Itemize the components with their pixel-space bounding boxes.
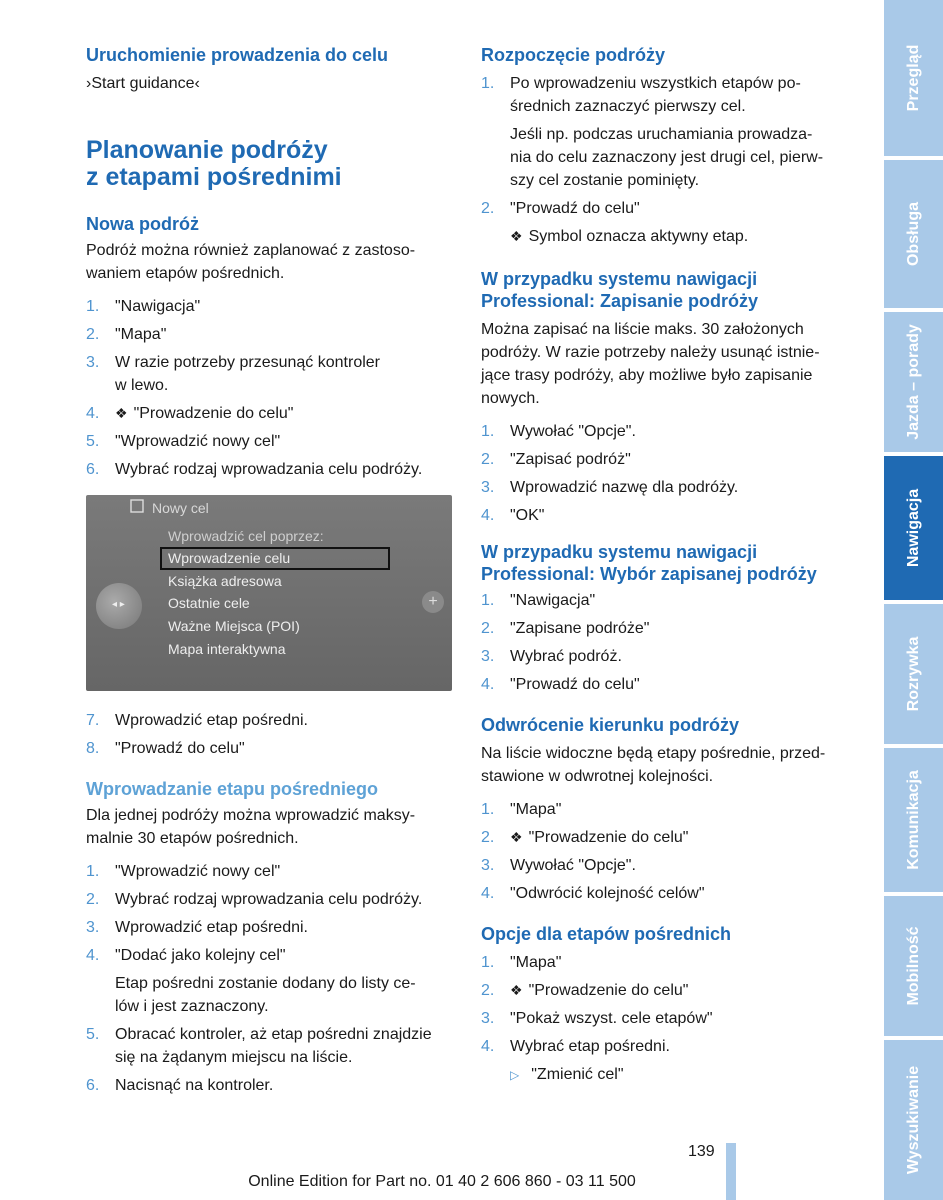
list-item: 5. Obracać kontroler, aż etap pośredni znajdzie się na żądanym miejscu na liście. [86, 1026, 432, 1066]
list-item: 1. "Mapa" [481, 954, 562, 971]
list-item: 5. "Wprowadzić nowy cel" [86, 433, 281, 450]
tab-przeglad[interactable]: Przegląd [884, 0, 943, 156]
steps-list [481, 951, 851, 1058]
list-item: 4. "Odwrócić kolejność celów" [481, 885, 705, 902]
list-item: 4. "Prowadź do celu" [481, 676, 640, 693]
menu-label: Wprowadzić cel poprzez: [168, 528, 324, 544]
tab-obsluga[interactable]: Obsługa [884, 160, 943, 308]
tab-komunikacja[interactable]: Komunikacja [884, 748, 943, 892]
tab-nawigacja[interactable]: Nawigacja [884, 456, 943, 600]
section-heading: Opcje dla etapów pośrednich [481, 924, 732, 944]
checkered-flag-icon: ❖ [115, 405, 128, 421]
steps-list [86, 860, 456, 967]
list-item: 6. Wybrać rodzaj wprowadzania celu podróży. [86, 461, 423, 478]
sub-item: ▷ "Zmienić cel" [481, 1063, 851, 1087]
list-item: 4. ❖ "Prowadzenie do celu" [86, 402, 456, 425]
list-item: 3. Wybrać podróż. [481, 648, 622, 665]
list-item: 2. ❖ "Prowadzenie do celu" [481, 826, 851, 849]
list-item: 8. "Prowadź do celu" [86, 740, 245, 757]
list-item: 1. Wywołać "Opcje". [481, 423, 636, 440]
list-item: 4. "Dodać jako kolejny cel" [86, 947, 286, 964]
list-item: 3. Wywołać "Opcje". [481, 857, 636, 874]
tab-mobilnosc[interactable]: Mobilność [884, 896, 943, 1036]
section-heading: Uruchomienie prowadzenia do celu [86, 45, 389, 65]
list-item: 1. "Mapa" [481, 801, 562, 818]
list-item: 4. "OK" [481, 507, 545, 524]
list-item: 1. "Nawigacja" [86, 298, 201, 315]
list-item: 3. W razie potrzeby przesunąć kontroler w lewo. [86, 354, 380, 394]
section-heading: Odwrócenie kierunku podróży [481, 715, 740, 735]
steps-list [481, 72, 851, 118]
steps-list [86, 295, 456, 481]
tab-wyszukiwanie[interactable]: Wyszukiwanie [884, 1040, 943, 1200]
zoom-plus-icon: + [422, 591, 444, 613]
list-item: 2. "Zapisane podróże" [481, 620, 650, 637]
page-number: 139 [688, 1143, 715, 1160]
page-marker [726, 1143, 736, 1200]
triangle-bullet-icon: ▷ [510, 1068, 520, 1082]
screen-title: Nowy cel [152, 500, 209, 516]
paragraph: Dla jednej podróży można wprowadzić maksy- [86, 807, 416, 824]
list-item: 2. ❖ "Prowadzenie do celu" [481, 979, 851, 1002]
list-item: 3. Wprowadzić etap pośredni. [86, 919, 308, 936]
steps-list [481, 197, 851, 220]
paragraph: waniem etapów pośrednich. [86, 265, 285, 282]
page-title: Planowanie podróży z etapami pośrednimi [86, 136, 342, 191]
checkered-flag-icon: ❖ [510, 829, 523, 845]
section-heading: W przypadku systemu nawigacji Professional: Zapisanie podróży [481, 269, 759, 311]
steps-list [86, 709, 456, 760]
menu-item[interactable]: Mapa interaktywna [168, 641, 286, 657]
section-heading: Wprowadzanie etapu pośredniego [86, 779, 379, 799]
paragraph: Podróż można również zaplanować z zastoso- [86, 242, 416, 259]
section-heading: W przypadku systemu nawigacji Professional: Wybór zapisanej podróży [481, 542, 817, 584]
voice-command: ›Start guidance‹ [86, 75, 200, 92]
list-item: 2. "Zapisać podróż" [481, 451, 631, 468]
steps-list [481, 589, 851, 696]
menu-item[interactable]: Ważne Miejsca (POI) [168, 618, 300, 634]
note: Etap pośredni zostanie dodany do listy ce- lów i jest zaznaczony. [115, 975, 416, 1015]
paragraph: malnie 30 etapów pośrednich. [86, 830, 299, 847]
paragraph: Na liście widoczne będą etapy pośrednie, przed- stawione w odwrotnej kolejności. [481, 745, 826, 785]
tab-rozrywka[interactable]: Rozrywka [884, 604, 943, 744]
list-item: 2. "Prowadź do celu" [481, 200, 640, 217]
right-column [481, 44, 851, 1092]
steps-list [481, 420, 851, 527]
section-heading: Rozpoczęcie podróży [481, 45, 666, 65]
arrows-icon: ◂ ▸ [112, 599, 125, 610]
menu-item[interactable]: Wprowadzenie celu [168, 550, 291, 566]
list-item: 2. Wybrać rodzaj wprowadzania celu podróży. [86, 891, 423, 908]
checkered-flag-icon: ❖ [510, 228, 523, 244]
left-column [86, 44, 456, 1102]
checkered-flag-icon: ❖ [510, 982, 523, 998]
list-item: 1. "Nawigacja" [481, 592, 596, 609]
list-item: 3. "Pokaż wszyst. cele etapów" [481, 1010, 713, 1027]
note: ❖ Symbol oznacza aktywny etap. [481, 225, 851, 248]
navigation-icon [130, 499, 144, 513]
note: Jeśli np. podczas uruchamiania prowadza- nia do celu zaznaczony jest drugi cel, pierw- szy cel zostanie pominięty. [510, 126, 824, 189]
paragraph: Można zapisać na liście maks. 30 założonych podróży. W razie potrzeby należy usunąć istnie- jące trasy podróży, aby możliwe było zapisanie nowych. [481, 321, 820, 407]
list-item: 2. "Mapa" [86, 326, 167, 343]
navigation-screen-image [86, 495, 452, 691]
steps-list [86, 1023, 456, 1097]
menu-item[interactable]: Książka adresowa [168, 573, 282, 589]
section-heading: Nowa podróż [86, 214, 199, 234]
list-item: 3. Wprowadzić nazwę dla podróży. [481, 479, 739, 496]
list-item: 6. Nacisnąć na kontroler. [86, 1077, 274, 1094]
footer: Online Edition for Part no. 01 40 2 606 860 - 03 11 500 [248, 1173, 636, 1190]
list-item: 1. Po wprowadzeniu wszystkich etapów po- średnich zaznaczyć pierwszy cel. [481, 75, 801, 115]
list-item: 7. Wprowadzić etap pośredni. [86, 712, 308, 729]
list-item: 1. "Wprowadzić nowy cel" [86, 863, 281, 880]
chapter-sidebar [884, 0, 943, 1200]
menu-item[interactable]: Ostatnie cele [168, 595, 250, 611]
tab-jazda-porady[interactable]: Jazda – porady [884, 312, 943, 452]
steps-list [481, 798, 851, 905]
list-item: 4. Wybrać etap pośredni. [481, 1038, 670, 1055]
